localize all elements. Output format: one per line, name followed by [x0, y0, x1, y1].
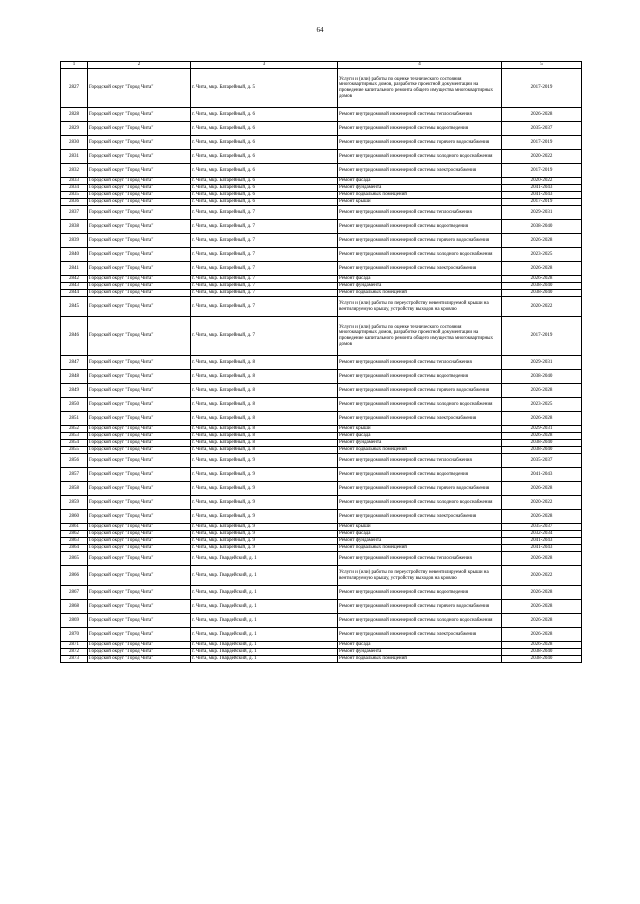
- address-cell: г. Чита, мкр. Батарейный, д. 8: [191, 370, 338, 384]
- work-type-cell: Ремонт внутридомовой инженерной системы водоотведения: [338, 220, 502, 234]
- address-cell: г. Чита, мкр. Батарейный, д. 8: [191, 356, 338, 370]
- work-type-cell: Ремонт внутридомовой инженерной системы водоотведения: [338, 468, 502, 482]
- municipality-cell: Городской округ "Город Чита": [88, 586, 191, 600]
- municipality-cell: Городской округ "Город Чита": [88, 524, 191, 531]
- period-cell: 2026-2028: [502, 262, 582, 276]
- row-number-cell: 2869: [61, 614, 88, 628]
- address-cell: г. Чита, мкр. Батарейный, д. 9: [191, 468, 338, 482]
- row-number-cell: 2827: [61, 69, 88, 108]
- address-cell: г. Чита, мкр. Батарейный, д. 7: [191, 248, 338, 262]
- table-row: [61, 108, 582, 122]
- period-cell: 2026-2028: [502, 614, 582, 628]
- table-row: [61, 192, 582, 199]
- work-type-cell: Ремонт внутридомовой инженерной системы теплоснабжения: [338, 454, 502, 468]
- work-type-cell: Ремонт внутридомовой инженерной системы горячего водоснабжения: [338, 234, 502, 248]
- work-type-cell: Ремонт подвальных помещений: [338, 447, 502, 454]
- address-cell: г. Чита, мкр. Батарейный, д. 9: [191, 454, 338, 468]
- address-cell: г. Чита, мкр. Батарейный, д. 8: [191, 398, 338, 412]
- table-row: [61, 538, 582, 545]
- page-number: 64: [316, 26, 324, 34]
- address-cell: г. Чита, мкр. Батарейный, д. 7: [191, 290, 338, 297]
- column-number: 1: [61, 62, 88, 69]
- table-row: [61, 426, 582, 433]
- table-row: [61, 248, 582, 262]
- period-cell: 2020-2022: [502, 150, 582, 164]
- address-cell: г. Чита, мкр. Батарейный, д. 9: [191, 545, 338, 552]
- table-row: [61, 531, 582, 538]
- work-type-cell: Ремонт крыши: [338, 524, 502, 531]
- row-number-cell: 2864: [61, 545, 88, 552]
- period-cell: 2035-2037: [502, 524, 582, 531]
- period-cell: 2026-2028: [502, 510, 582, 524]
- address-cell: г. Чита, мкр. Батарейный, д. 8: [191, 440, 338, 447]
- address-cell: г. Чита, мкр. Батарейный, д. 7: [191, 297, 338, 317]
- period-cell: 2026-2028: [502, 552, 582, 566]
- period-cell: 2038-2040: [502, 370, 582, 384]
- table-row: [61, 468, 582, 482]
- period-cell: 2023-2025: [502, 248, 582, 262]
- table-row: [61, 150, 582, 164]
- row-number-cell: 2850: [61, 398, 88, 412]
- work-type-cell: Ремонт внутридомовой инженерной системы теплоснабжения: [338, 108, 502, 122]
- municipality-cell: Городской округ "Город Чита": [88, 356, 191, 370]
- period-cell: 2020-2022: [502, 496, 582, 510]
- period-cell: 2020-2022: [502, 297, 582, 317]
- address-cell: г. Чита, мкр. Батарейный, д. 8: [191, 433, 338, 440]
- table-row: [61, 524, 582, 531]
- row-number-cell: 2832: [61, 164, 88, 178]
- row-number-cell: 2851: [61, 412, 88, 426]
- work-type-cell: Ремонт внутридомовой инженерной системы электроснабжения: [338, 262, 502, 276]
- municipality-cell: Городской округ "Город Чита": [88, 317, 191, 356]
- address-cell: г. Чита, мкр. Батарейный, д. 7: [191, 317, 338, 356]
- row-number-cell: 2836: [61, 199, 88, 206]
- address-cell: г. Чита, мкр. Батарейный, д. 8: [191, 384, 338, 398]
- table-row: [61, 600, 582, 614]
- municipality-cell: Городской округ "Город Чита": [88, 164, 191, 178]
- work-type-cell: Ремонт фундамента: [338, 185, 502, 192]
- work-type-cell: Ремонт крыши: [338, 426, 502, 433]
- work-type-cell: Услуги и (или) работы по переустройству невентилируемой крыши на вентилируемую крышу, устройству выходов на кровлю: [338, 297, 502, 317]
- address-cell: г. Чита, мкр. Батарейный, д. 5: [191, 69, 338, 108]
- table-row: [61, 185, 582, 192]
- address-cell: г. Чита, мкр. Батарейный, д. 9: [191, 524, 338, 531]
- address-cell: г. Чита, мкр. Батарейный, д. 6: [191, 164, 338, 178]
- table-row: [61, 234, 582, 248]
- municipality-cell: Городской округ "Город Чита": [88, 398, 191, 412]
- table-row: [61, 317, 582, 356]
- table-row: [61, 496, 582, 510]
- address-cell: г. Чита, мкр. Гвардейский, д. 1: [191, 642, 338, 649]
- address-cell: г. Чита, мкр. Батарейный, д. 6: [191, 108, 338, 122]
- period-cell: 2038-2040: [502, 447, 582, 454]
- work-type-cell: Ремонт внутридомовой инженерной системы теплоснабжения: [338, 356, 502, 370]
- municipality-cell: Городской округ "Город Чита": [88, 656, 191, 663]
- row-number-cell: 2845: [61, 297, 88, 317]
- column-number: 3: [191, 62, 338, 69]
- table-row: [61, 412, 582, 426]
- row-number-cell: 2838: [61, 220, 88, 234]
- row-number-cell: 2858: [61, 482, 88, 496]
- work-type-cell: Услуги и (или) работы по оценке технического состояния многоквартирных домов, разработке проектной документации на проведение капитального ремонта общего имущества многоквартирных домов: [338, 317, 502, 356]
- period-cell: 2017-2019: [502, 164, 582, 178]
- work-type-cell: Ремонт фундамента: [338, 538, 502, 545]
- table-row: [61, 122, 582, 136]
- period-cell: 2029-2031: [502, 206, 582, 220]
- period-cell: 2017-2019: [502, 69, 582, 108]
- row-number-cell: 2862: [61, 531, 88, 538]
- period-cell: 2038-2040: [502, 440, 582, 447]
- municipality-cell: Городской округ "Город Чита": [88, 69, 191, 108]
- municipality-cell: Городской округ "Город Чита": [88, 600, 191, 614]
- period-cell: 2020-2022: [502, 566, 582, 586]
- column-number: 4: [338, 62, 502, 69]
- period-cell: 2038-2040: [502, 283, 582, 290]
- period-cell: 2038-2040: [502, 220, 582, 234]
- table-row: [61, 276, 582, 283]
- work-type-cell: Ремонт фасада: [338, 642, 502, 649]
- table-body: [61, 69, 582, 663]
- work-type-cell: Ремонт фасада: [338, 178, 502, 185]
- municipality-cell: Городской округ "Город Чита": [88, 297, 191, 317]
- work-type-cell: Ремонт внутридомовой инженерной системы горячего водоснабжения: [338, 600, 502, 614]
- work-type-cell: Услуги и (или) работы по оценке технического состояния многоквартирных домов, разработке проектной документации на проведение капитального ремонта общего имущества многоквартирных домов: [338, 69, 502, 108]
- work-type-cell: Ремонт крыши: [338, 199, 502, 206]
- table-row: [61, 220, 582, 234]
- period-cell: 2017-2019: [502, 317, 582, 356]
- table-row: [61, 370, 582, 384]
- row-number-cell: 2860: [61, 510, 88, 524]
- row-number-cell: 2834: [61, 185, 88, 192]
- address-cell: г. Чита, мкр. Батарейный, д. 9: [191, 531, 338, 538]
- address-cell: г. Чита, мкр. Батарейный, д. 6: [191, 178, 338, 185]
- municipality-cell: Городской округ "Город Чита": [88, 283, 191, 290]
- municipality-cell: Городской округ "Город Чита": [88, 642, 191, 649]
- period-cell: 2026-2028: [502, 412, 582, 426]
- row-number-cell: 2873: [61, 656, 88, 663]
- municipality-cell: Городской округ "Город Чита": [88, 482, 191, 496]
- address-cell: г. Чита, мкр. Батарейный, д. 7: [191, 283, 338, 290]
- municipality-cell: Городской округ "Город Чита": [88, 433, 191, 440]
- municipality-cell: Городской округ "Город Чита": [88, 262, 191, 276]
- address-cell: г. Чита, мкр. Батарейный, д. 6: [191, 192, 338, 199]
- work-type-cell: Ремонт подвальных помещений: [338, 656, 502, 663]
- table-row: [61, 656, 582, 663]
- work-type-cell: Услуги и (или) работы по переустройству невентилируемой крыши на вентилируемую крышу, устройству выходов на кровлю: [338, 566, 502, 586]
- period-cell: 2041-2043: [502, 545, 582, 552]
- period-cell: 2026-2028: [502, 642, 582, 649]
- table-row: [61, 447, 582, 454]
- work-type-cell: Ремонт внутридомовой инженерной системы электроснабжения: [338, 510, 502, 524]
- municipality-cell: Городской округ "Город Чита": [88, 136, 191, 150]
- row-number-cell: 2872: [61, 649, 88, 656]
- table-row: [61, 454, 582, 468]
- address-cell: г. Чита, мкр. Батарейный, д. 7: [191, 276, 338, 283]
- municipality-cell: Городской округ "Город Чита": [88, 234, 191, 248]
- work-type-cell: Ремонт внутридомовой инженерной системы электроснабжения: [338, 412, 502, 426]
- municipality-cell: Городской округ "Город Чита": [88, 370, 191, 384]
- period-cell: 2026-2028: [502, 586, 582, 600]
- period-cell: 2035-2037: [502, 122, 582, 136]
- period-cell: 2026-2028: [502, 384, 582, 398]
- municipality-cell: Городской округ "Город Чита": [88, 649, 191, 656]
- period-cell: 2023-2025: [502, 398, 582, 412]
- period-cell: 2041-2043: [502, 192, 582, 199]
- row-number-cell: 2839: [61, 234, 88, 248]
- period-cell: 2029-2031: [502, 426, 582, 433]
- period-cell: 2041-2043: [502, 538, 582, 545]
- address-cell: г. Чита, мкр. Гвардейский, д. 1: [191, 552, 338, 566]
- row-number-cell: 2842: [61, 276, 88, 283]
- work-type-cell: Ремонт внутридомовой инженерной системы теплоснабжения: [338, 206, 502, 220]
- municipality-cell: Городской округ "Город Чита": [88, 531, 191, 538]
- address-cell: г. Чита, мкр. Батарейный, д. 9: [191, 482, 338, 496]
- period-cell: 2017-2019: [502, 136, 582, 150]
- table-row: [61, 136, 582, 150]
- table-row: [61, 69, 582, 108]
- table-row: [61, 398, 582, 412]
- work-type-cell: Ремонт подвальных помещений: [338, 192, 502, 199]
- period-cell: 2029-2031: [502, 356, 582, 370]
- work-type-cell: Ремонт внутридомовой инженерной системы водоотведения: [338, 586, 502, 600]
- address-cell: г. Чита, мкр. Батарейный, д. 9: [191, 510, 338, 524]
- table-row: [61, 178, 582, 185]
- address-cell: г. Чита, мкр. Батарейный, д. 8: [191, 447, 338, 454]
- period-cell: 2026-2028: [502, 234, 582, 248]
- row-number-cell: 2837: [61, 206, 88, 220]
- period-cell: 2026-2028: [502, 628, 582, 642]
- row-number-cell: 2828: [61, 108, 88, 122]
- period-cell: 2035-2037: [502, 454, 582, 468]
- period-cell: 2041-2043: [502, 468, 582, 482]
- table-row: [61, 356, 582, 370]
- row-number-cell: 2833: [61, 178, 88, 185]
- address-cell: г. Чита, мкр. Гвардейский, д. 1: [191, 656, 338, 663]
- work-type-cell: Ремонт внутридомовой инженерной системы горячего водоснабжения: [338, 482, 502, 496]
- municipality-cell: Городской округ "Город Чита": [88, 199, 191, 206]
- row-number-cell: 2854: [61, 440, 88, 447]
- period-cell: 2026-2028: [502, 108, 582, 122]
- row-number-cell: 2835: [61, 192, 88, 199]
- work-type-cell: Ремонт внутридомовой инженерной системы горячего водоснабжения: [338, 384, 502, 398]
- municipality-cell: Городской округ "Город Чита": [88, 178, 191, 185]
- work-type-cell: Ремонт внутридомовой инженерной системы теплоснабжения: [338, 552, 502, 566]
- row-number-cell: 2868: [61, 600, 88, 614]
- work-type-cell: Ремонт внутридомовой инженерной системы электроснабжения: [338, 164, 502, 178]
- row-number-cell: 2866: [61, 566, 88, 586]
- address-cell: г. Чита, мкр. Батарейный, д. 6: [191, 150, 338, 164]
- repair-schedule-table: [60, 61, 582, 663]
- table-row: [61, 297, 582, 317]
- municipality-cell: Городской округ "Город Чита": [88, 412, 191, 426]
- period-cell: 2026-2028: [502, 276, 582, 283]
- period-cell: 2038-2040: [502, 649, 582, 656]
- municipality-cell: Городской округ "Город Чита": [88, 276, 191, 283]
- table-row: [61, 164, 582, 178]
- address-cell: г. Чита, мкр. Гвардейский, д. 1: [191, 649, 338, 656]
- municipality-cell: Городской округ "Город Чита": [88, 108, 191, 122]
- address-cell: г. Чита, мкр. Гвардейский, д. 1: [191, 600, 338, 614]
- table-row: [61, 586, 582, 600]
- row-number-cell: 2830: [61, 136, 88, 150]
- municipality-cell: Городской округ "Город Чита": [88, 628, 191, 642]
- address-cell: г. Чита, мкр. Гвардейский, д. 1: [191, 614, 338, 628]
- municipality-cell: Городской округ "Город Чита": [88, 185, 191, 192]
- address-cell: г. Чита, мкр. Батарейный, д. 8: [191, 426, 338, 433]
- work-type-cell: Ремонт внутридомовой инженерной системы холодного водоснабжения: [338, 614, 502, 628]
- work-type-cell: Ремонт подвальных помещений: [338, 290, 502, 297]
- municipality-cell: Городской округ "Город Чита": [88, 538, 191, 545]
- row-number-cell: 2846: [61, 317, 88, 356]
- work-type-cell: Ремонт внутридомовой инженерной системы горячего водоснабжения: [338, 136, 502, 150]
- work-type-cell: Ремонт внутридомовой инженерной системы холодного водоснабжения: [338, 496, 502, 510]
- work-type-cell: Ремонт фундамента: [338, 649, 502, 656]
- address-cell: г. Чита, мкр. Гвардейский, д. 1: [191, 586, 338, 600]
- table-row: [61, 199, 582, 206]
- work-type-cell: Ремонт фундамента: [338, 283, 502, 290]
- municipality-cell: Городской округ "Город Чита": [88, 248, 191, 262]
- row-number-cell: 2871: [61, 642, 88, 649]
- period-cell: 2032-2034: [502, 531, 582, 538]
- row-number-cell: 2856: [61, 454, 88, 468]
- municipality-cell: Городской округ "Город Чита": [88, 468, 191, 482]
- municipality-cell: Городской округ "Город Чита": [88, 384, 191, 398]
- table-row: [61, 384, 582, 398]
- table-row: [61, 545, 582, 552]
- row-number-cell: 2849: [61, 384, 88, 398]
- address-cell: г. Чита, мкр. Батарейный, д. 9: [191, 538, 338, 545]
- municipality-cell: Городской округ "Город Чита": [88, 290, 191, 297]
- work-type-cell: Ремонт фундамента: [338, 440, 502, 447]
- work-type-cell: Ремонт внутридомовой инженерной системы холодного водоснабжения: [338, 398, 502, 412]
- table-row: [61, 482, 582, 496]
- table-row: [61, 206, 582, 220]
- column-number: 5: [502, 62, 582, 69]
- row-number-cell: 2840: [61, 248, 88, 262]
- row-number-cell: 2841: [61, 262, 88, 276]
- municipality-cell: Городской округ "Город Чита": [88, 150, 191, 164]
- work-type-cell: Ремонт фасада: [338, 433, 502, 440]
- address-cell: г. Чита, мкр. Батарейный, д. 6: [191, 185, 338, 192]
- table-row: [61, 628, 582, 642]
- row-number-cell: 2855: [61, 447, 88, 454]
- municipality-cell: Городской округ "Город Чита": [88, 454, 191, 468]
- table-row: [61, 642, 582, 649]
- address-cell: г. Чита, мкр. Батарейный, д. 8: [191, 412, 338, 426]
- row-number-cell: 2867: [61, 586, 88, 600]
- row-number-cell: 2859: [61, 496, 88, 510]
- address-cell: г. Чита, мкр. Батарейный, д. 7: [191, 234, 338, 248]
- work-type-cell: Ремонт внутридомовой инженерной системы электроснабжения: [338, 628, 502, 642]
- address-cell: г. Чита, мкр. Батарейный, д. 7: [191, 262, 338, 276]
- table-row: [61, 566, 582, 586]
- work-type-cell: Ремонт фасада: [338, 276, 502, 283]
- period-cell: 2026-2028: [502, 482, 582, 496]
- row-number-cell: 2847: [61, 356, 88, 370]
- row-number-cell: 2853: [61, 433, 88, 440]
- row-number-cell: 2870: [61, 628, 88, 642]
- municipality-cell: Городской округ "Город Чита": [88, 496, 191, 510]
- municipality-cell: Городской округ "Город Чита": [88, 440, 191, 447]
- row-number-cell: 2857: [61, 468, 88, 482]
- period-cell: 2038-2040: [502, 656, 582, 663]
- period-cell: 2038-2040: [502, 290, 582, 297]
- work-type-cell: Ремонт внутридомовой инженерной системы водоотведения: [338, 370, 502, 384]
- period-cell: 2026-2028: [502, 600, 582, 614]
- address-cell: г. Чита, мкр. Батарейный, д. 7: [191, 220, 338, 234]
- row-number-cell: 2844: [61, 290, 88, 297]
- work-type-cell: Ремонт подвальных помещений: [338, 545, 502, 552]
- address-cell: г. Чита, мкр. Гвардейский, д. 1: [191, 628, 338, 642]
- municipality-cell: Городской округ "Город Чита": [88, 192, 191, 199]
- table-row: [61, 440, 582, 447]
- municipality-cell: Городской округ "Город Чита": [88, 566, 191, 586]
- row-number-cell: 2831: [61, 150, 88, 164]
- work-type-cell: Ремонт фасада: [338, 531, 502, 538]
- municipality-cell: Городской округ "Город Чита": [88, 552, 191, 566]
- address-cell: г. Чита, мкр. Батарейный, д. 7: [191, 206, 338, 220]
- table-row: [61, 649, 582, 656]
- municipality-cell: Городской округ "Город Чита": [88, 447, 191, 454]
- row-number-cell: 2848: [61, 370, 88, 384]
- row-number-cell: 2863: [61, 538, 88, 545]
- table-row: [61, 552, 582, 566]
- row-number-cell: 2852: [61, 426, 88, 433]
- row-number-cell: 2865: [61, 552, 88, 566]
- municipality-cell: Городской округ "Город Чита": [88, 220, 191, 234]
- column-number: 2: [88, 62, 191, 69]
- municipality-cell: Городской округ "Город Чита": [88, 510, 191, 524]
- address-cell: г. Чита, мкр. Батарейный, д. 6: [191, 199, 338, 206]
- period-cell: 2017-2019: [502, 199, 582, 206]
- municipality-cell: Городской округ "Город Чита": [88, 426, 191, 433]
- address-cell: г. Чита, мкр. Гвардейский, д. 1: [191, 566, 338, 586]
- period-cell: 2020-2022: [502, 178, 582, 185]
- period-cell: 2026-2028: [502, 433, 582, 440]
- work-type-cell: Ремонт внутридомовой инженерной системы водоотведения: [338, 122, 502, 136]
- table-row: [61, 290, 582, 297]
- period-cell: 2041-2043: [502, 185, 582, 192]
- row-number-cell: 2861: [61, 524, 88, 531]
- municipality-cell: Городской округ "Город Чита": [88, 206, 191, 220]
- work-type-cell: Ремонт внутридомовой инженерной системы холодного водоснабжения: [338, 248, 502, 262]
- municipality-cell: Городской округ "Город Чита": [88, 122, 191, 136]
- work-type-cell: Ремонт внутридомовой инженерной системы холодного водоснабжения: [338, 150, 502, 164]
- table-row: [61, 283, 582, 290]
- row-number-cell: 2829: [61, 122, 88, 136]
- address-cell: г. Чита, мкр. Батарейный, д. 6: [191, 136, 338, 150]
- address-cell: г. Чита, мкр. Батарейный, д. 9: [191, 496, 338, 510]
- table-row: [61, 510, 582, 524]
- table-row: [61, 262, 582, 276]
- address-cell: г. Чита, мкр. Батарейный, д. 6: [191, 122, 338, 136]
- column-number-row: [61, 62, 582, 69]
- municipality-cell: Городской округ "Город Чита": [88, 545, 191, 552]
- table-row: [61, 614, 582, 628]
- table-row: [61, 433, 582, 440]
- municipality-cell: Городской округ "Город Чита": [88, 614, 191, 628]
- row-number-cell: 2843: [61, 283, 88, 290]
